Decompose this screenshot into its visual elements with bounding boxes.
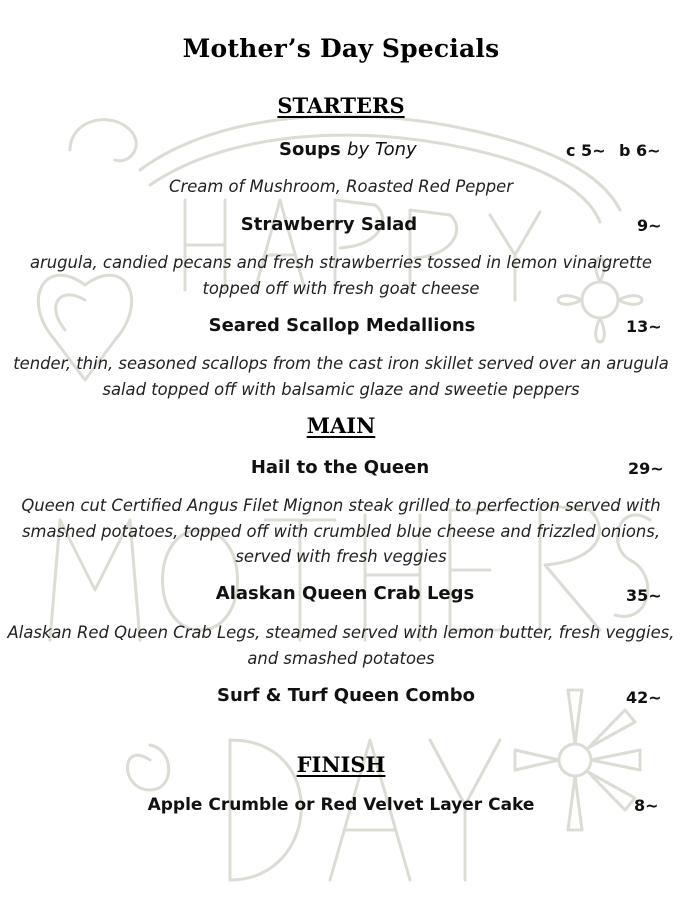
section-heading-starters: STARTERS [277,93,405,118]
section-heading-main: MAIN [306,413,376,438]
item-description-crab-line1: Alaskan Red Queen Crab Legs, steamed served with lemon butter, fresh veggies, [7,623,675,642]
menu-item-seared-scallop: Seared Scallop Medallions [208,315,476,336]
menu-item-alaskan-queen-crab-legs: Alaskan Queen Crab Legs [215,583,475,604]
item-description-crab-line2: and smashed potatoes [247,649,435,668]
item-description-scallop-line1: tender, thin, seasoned scallops from the cast iron skillet served over an arugula [13,354,669,373]
price-cup: c 5~ [566,141,606,160]
price-bowl: b 6~ [619,141,661,160]
item-description-queen-line1: Queen cut Certified Angus Filet Mignon steak grilled to perfection served with [21,496,661,515]
item-description-scallop-line2: salad topped off with balsamic glaze and sweetie peppers [102,380,580,399]
price-hail-to-the-queen: 29~ [628,459,664,478]
item-byline: by Tony [347,139,417,160]
price-strawberry-salad: 9~ [637,216,662,235]
item-description-soups: Cream of Mushroom, Roasted Red Pepper [169,177,513,196]
section-heading-finish: FINISH [296,752,386,777]
price-alaskan-queen-crab-legs: 35~ [626,586,662,605]
item-description-salad-line1: arugula, candied pecans and fresh strawberries tossed in lemon vinaigrette [29,253,653,272]
menu-item-strawberry-salad: Strawberry Salad [240,214,418,235]
price-surf-and-turf-combo: 42~ [626,688,662,707]
item-name: Soups [279,139,341,160]
menu-item-hail-to-the-queen: Hail to the Queen [250,457,430,478]
page-title: Mother’s Day Specials [182,34,500,63]
item-description-queen-line2: smashed potatoes, topped off with crumbled blue cheese and frizzled onions, [21,522,661,541]
menu-item-soups [279,139,417,160]
menu-item-dessert: Apple Crumble or Red Velvet Layer Cake [147,795,535,815]
item-description-salad-line2: topped off with fresh goat cheese [202,279,480,298]
menu-item-surf-and-turf-combo: Surf & Turf Queen Combo [216,685,475,706]
price-seared-scallop: 13~ [626,317,662,336]
price-dessert: 8~ [634,796,659,815]
item-description-queen-line3: served with fresh veggies [235,547,447,566]
